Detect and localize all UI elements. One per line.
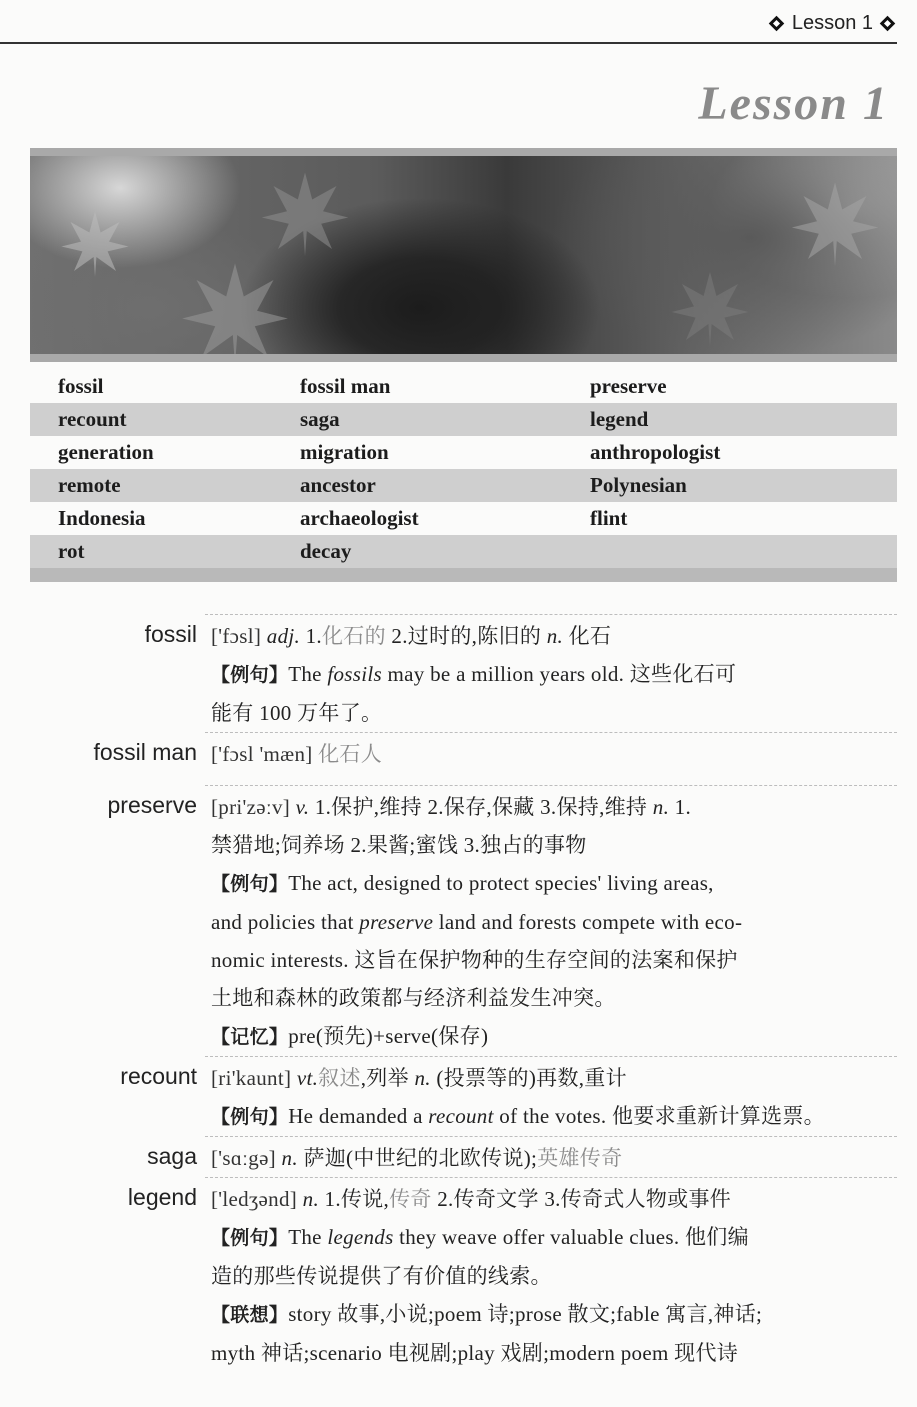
example-text: nomic interests. 这旨在保护物种的生存空间的法案和保护 xyxy=(211,948,738,972)
definition-line xyxy=(205,1057,897,1097)
definition-text: 1.传说, xyxy=(319,1187,390,1211)
diamond-icon xyxy=(770,17,784,31)
example-keyword: fossils xyxy=(327,662,382,686)
definition-text: 传奇 xyxy=(389,1187,432,1211)
phonetic: ['sɑːgə] xyxy=(211,1146,276,1170)
entry-legend xyxy=(127,1177,897,1372)
definition-text: 叙述 xyxy=(318,1066,361,1090)
table-row xyxy=(30,502,897,535)
vocab-word: remote xyxy=(58,473,121,497)
entry-fossil-man xyxy=(93,732,897,773)
example-text: He demanded a xyxy=(288,1104,429,1128)
running-title: Lesson 1 xyxy=(791,12,873,34)
headword: fossil man xyxy=(93,739,197,765)
part-of-speech: n. xyxy=(281,1146,298,1170)
example-line xyxy=(205,1097,897,1136)
example-line xyxy=(205,864,897,903)
vocab-word: rot xyxy=(58,539,85,563)
definition-text: 化石人 xyxy=(312,742,383,766)
example-tag: 【例句】 xyxy=(211,664,289,686)
example-line xyxy=(205,1218,897,1257)
phonetic: ['ledʒənd] xyxy=(211,1187,298,1211)
example-line xyxy=(205,694,897,732)
example-line xyxy=(205,979,897,1017)
example-text: The act, designed to protect species' living areas, xyxy=(288,871,714,895)
example-tag: 【例句】 xyxy=(211,1106,289,1128)
example-keyword: legends xyxy=(327,1225,394,1249)
definition-line xyxy=(205,615,897,655)
part-of-speech: adj. xyxy=(266,624,301,648)
part-of-speech: vt. xyxy=(296,1066,319,1090)
running-header xyxy=(770,12,895,35)
header-rule xyxy=(0,42,897,44)
definition-text: 1. xyxy=(669,795,692,819)
example-text: and policies that xyxy=(211,910,360,934)
dictionary-entries xyxy=(0,614,917,1372)
definition-line xyxy=(205,1137,897,1177)
definition-text: 1. xyxy=(300,624,322,648)
definition-text: 2.传奇文学 3.传奇式人物或事件 xyxy=(431,1187,732,1211)
example-translation: 能有 100 万年了。 xyxy=(211,701,383,725)
phonetic: ['fɔsl] xyxy=(211,624,262,648)
definition-text: 化石的 xyxy=(321,624,386,648)
vocab-word: ancestor xyxy=(300,473,376,497)
association-text: myth 神话;scenario 电视剧;play 戏剧;modern poem 现代诗 xyxy=(211,1341,739,1365)
vocabulary-table xyxy=(30,370,897,582)
definition-text: 1.保护,维持 2.保存,保藏 3.保持,维持 xyxy=(309,795,653,819)
headword: recount xyxy=(120,1063,197,1089)
entry-recount xyxy=(120,1056,897,1136)
example-line xyxy=(205,903,897,941)
part-of-speech: n. xyxy=(546,624,564,648)
definition-text: 禁猎地;饲养场 2.果酱;蜜饯 3.独占的事物 xyxy=(211,833,587,857)
part-of-speech: n. xyxy=(652,795,670,819)
example-line xyxy=(205,655,897,694)
example-text: The xyxy=(288,662,328,686)
banner-frame xyxy=(30,148,897,362)
example-text: they weave offer valuable clues. 他们编 xyxy=(393,1225,749,1249)
diamond-icon xyxy=(881,17,895,31)
example-text: may be a million years old. 这些化石可 xyxy=(381,662,737,686)
example-translation: 土地和森林的政策都与经济利益发生冲突。 xyxy=(211,986,616,1010)
table-row xyxy=(30,469,897,502)
vocab-word: fossil xyxy=(58,374,104,398)
part-of-speech: v. xyxy=(295,795,310,819)
table-row xyxy=(30,403,897,436)
memory-tag: 【记忆】 xyxy=(211,1026,289,1048)
vocab-word: saga xyxy=(300,407,340,431)
table-row xyxy=(30,535,897,568)
example-keyword: recount xyxy=(428,1104,494,1128)
headword: preserve xyxy=(107,792,197,818)
definition-text: 英雄传奇 xyxy=(537,1146,623,1170)
phonetic: [pri'zəːv] xyxy=(211,795,291,819)
association-line xyxy=(205,1334,897,1372)
association-text: story 故事,小说;poem 诗;prose 散文;fable 寓言,神话; xyxy=(288,1302,763,1326)
definition-text: ,列举 xyxy=(360,1066,415,1090)
memory-text: pre(预先)+serve(保存) xyxy=(288,1024,489,1048)
entry-fossil xyxy=(144,614,897,732)
definition-line xyxy=(205,826,897,864)
table-row xyxy=(30,436,897,469)
example-tag: 【例句】 xyxy=(211,873,289,895)
vocab-word: fossil man xyxy=(300,374,391,398)
headword: fossil xyxy=(144,621,197,647)
definition-line xyxy=(205,786,897,826)
headword: legend xyxy=(127,1184,197,1210)
vocab-word: migration xyxy=(300,440,389,464)
example-text: The xyxy=(288,1225,328,1249)
vocab-word: decay xyxy=(300,539,352,563)
vocab-word: anthropologist xyxy=(590,440,721,464)
definition-text: 萨迦(中世纪的北欧传说); xyxy=(297,1146,538,1170)
vocab-word: legend xyxy=(590,407,649,431)
banner-image xyxy=(30,148,897,362)
vocab-word: archaeologist xyxy=(300,506,419,530)
vocab-word: recount xyxy=(58,407,127,431)
example-tag: 【例句】 xyxy=(211,1227,289,1249)
example-text: of the votes. 他要求重新计算选票。 xyxy=(493,1104,825,1128)
example-keyword: preserve xyxy=(359,910,434,934)
definition-text: (投票等的)再数,重计 xyxy=(430,1066,627,1090)
part-of-speech: n. xyxy=(302,1187,319,1211)
vocab-word: Indonesia xyxy=(58,506,146,530)
vocab-word: generation xyxy=(58,440,154,464)
entry-preserve xyxy=(107,785,897,1056)
definition-text: 2.过时的,陈旧的 xyxy=(385,624,547,648)
lesson-title: Lesson 1 xyxy=(698,77,889,130)
definition-text: 化石 xyxy=(563,624,612,648)
entry-saga xyxy=(147,1136,897,1177)
example-line xyxy=(205,1257,897,1295)
table-bottom-bar xyxy=(30,568,897,582)
headword: saga xyxy=(147,1143,197,1169)
example-translation: 造的那些传说提供了有价值的线索。 xyxy=(211,1264,552,1288)
vocab-word: flint xyxy=(590,506,628,530)
memory-line xyxy=(205,1017,897,1056)
phonetic: ['fɔsl 'mæn] xyxy=(211,742,313,766)
definition-line xyxy=(205,733,897,773)
definition-line xyxy=(205,1178,897,1218)
example-line xyxy=(205,941,897,979)
vocab-word: preserve xyxy=(590,374,667,398)
association-tag: 【联想】 xyxy=(211,1304,289,1326)
phonetic: [ri'kaunt] xyxy=(211,1066,292,1090)
part-of-speech: n. xyxy=(414,1066,431,1090)
association-line xyxy=(205,1295,897,1334)
table-row xyxy=(30,370,897,403)
example-text: land and forests compete with eco- xyxy=(433,910,743,934)
vocab-word: Polynesian xyxy=(590,473,687,497)
